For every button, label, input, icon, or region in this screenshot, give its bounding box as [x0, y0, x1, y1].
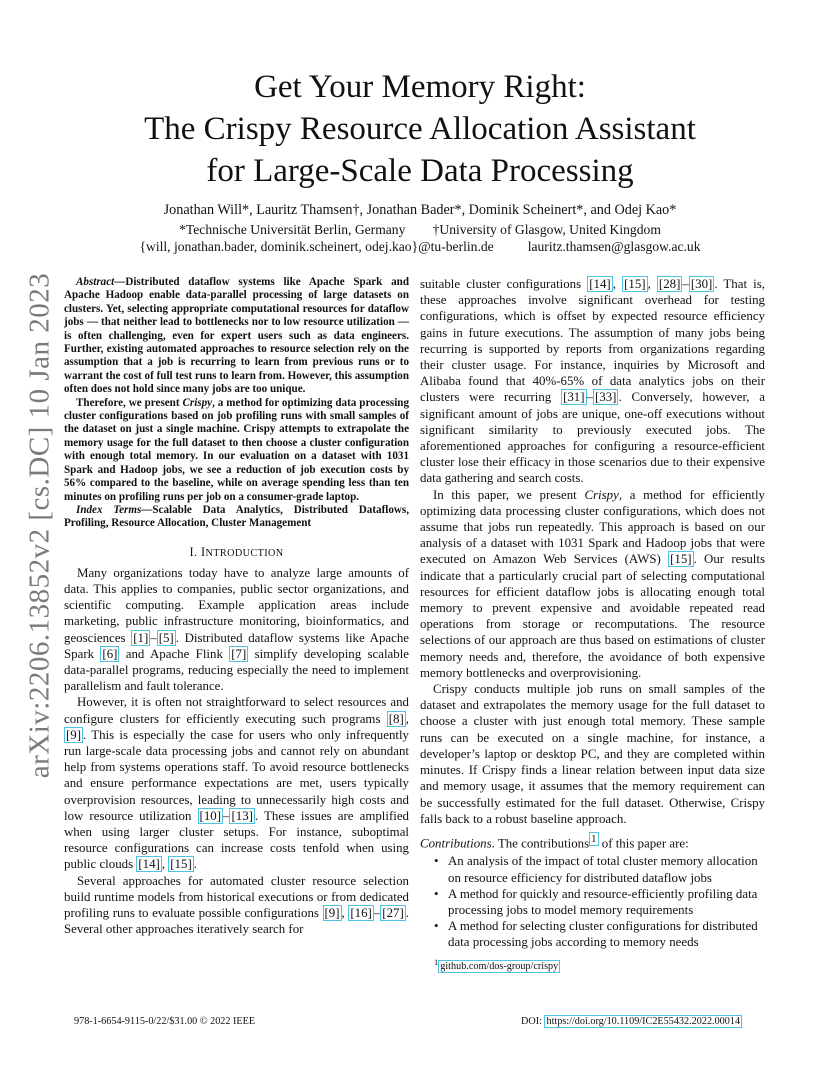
citation-link[interactable]: [6]	[102, 646, 118, 661]
list-item	[434, 886, 765, 918]
footnote-mark: 1	[434, 956, 439, 967]
author-affiliations: *Technische Universität Berlin, Germany †University of Glasgow, United Kingdom	[179, 221, 661, 237]
intro-paragraph-1	[64, 565, 409, 695]
citation-link[interactable]: [33]	[595, 390, 617, 405]
citation-link[interactable]: [1]	[133, 630, 149, 645]
contributions-intro	[420, 833, 765, 852]
contributions-label: Contributions	[420, 836, 492, 851]
intro-p1-text-d: simplify developing scalable data-parallel programs, reducing especially the need to implement parallelism and fault tolerance.	[64, 646, 409, 694]
citation-link[interactable]: [8]	[388, 711, 404, 726]
right-crispy: Crispy	[584, 487, 619, 502]
left-column	[64, 276, 409, 937]
title-line-2: The Crispy Resource Allocation Assistant	[144, 111, 696, 147]
bullet-icon: •	[434, 886, 439, 901]
citation-link[interactable]: [16]	[350, 905, 372, 920]
contributions-text-b: of this paper are:	[598, 836, 689, 851]
right-paragraph-3: Crispy conducts multiple job runs on small samples of the dataset and extrapolates the memory usage for the full dataset to choose a cluster with just enough total memory. These sample runs can be executed on a single machine, for instance, a developer’s laptop or desktop PC, and they are completed within minutes. If Crispy finds a linear relation between input data size and memory usage, it assumes that the memory requirement can be successfully estimated for the full dataset. Otherwise, Crispy falls back to a robust baseline approach.	[420, 682, 765, 826]
footnote-ref-link[interactable]: 1	[591, 832, 597, 845]
intro-p1-text-c: and Apache Flink	[119, 646, 230, 661]
abstract-paragraph-1	[64, 276, 409, 397]
right-p1-text-a: suitable cluster configurations	[420, 277, 588, 291]
abstract-crispy: Crispy	[182, 396, 213, 409]
list-item-text: A method for quickly and resource-efficiently profiling data processing jobs to model memory requirements	[448, 886, 758, 918]
bullet-icon: •	[434, 854, 439, 869]
email-glasgow: lauritz.thamsen@glasgow.ac.uk	[527, 239, 701, 254]
cite-dash: –	[682, 277, 689, 291]
citation-link[interactable]: [15]	[170, 857, 192, 872]
citation-link[interactable]: [15]	[624, 277, 646, 291]
intro-paragraph-2	[64, 694, 409, 872]
citation-link[interactable]: [14]	[589, 277, 611, 291]
intro-p1-text-a: Many organizations today have to analyze large amounts of data. This applies to companies, public sector organizations, and scientific computing. Example application areas include marketing, public infrastructure monitoring, bioinformatics, and geosciences	[64, 565, 409, 645]
citation-link[interactable]: [27]	[382, 905, 404, 920]
abstract-label: Abstract	[76, 276, 115, 288]
intro-p3-text-a: Several approaches for automated cluster resource selection build runtime models from historical executions or from dedicated profiling runs to evaluate possible configurations	[64, 873, 409, 920]
arxiv-identifier-text: arXiv:2206.13852v2 [cs.DC] 10 Jan 2023	[23, 272, 56, 778]
author-names: Jonathan Will*, Lauritz Thamsen†, Jonathan Bader*, Dominik Scheinert*, and Odej Kao*	[163, 202, 677, 218]
doi-link[interactable]: https://doi.org/10.1109/IC2E55432.2022.00014	[546, 1016, 741, 1027]
citation-link[interactable]: [7]	[231, 646, 247, 661]
abstract-text-2b: , a method for optimizing data processing cluster configurations based on job profiling runs with small samples of the dataset on just a single machine. Crispy attempts to extrapolate the memory usage for the full dataset to then choose a cluster configuration with enough total memory. In our evaluation on a dataset with 1031 Spark and Hadoop jobs, we see a reduction of job execution costs by 56% compared to the baseline, while on average spending less than ten minutes on profiling runs per job on a consumer-grade laptop.	[64, 396, 410, 503]
cite-dash: –	[373, 905, 381, 920]
cite-separator: ,	[341, 905, 349, 920]
index-terms-label: Index Terms	[76, 503, 142, 516]
citation-link[interactable]: [9]	[324, 905, 340, 920]
section-rest: NTRODUCTION	[205, 547, 284, 559]
list-item-text: An analysis of the impact of total cluster memory allocation on resource efficiency for distributed dataflow jobs	[448, 854, 758, 885]
intro-p1-text-b: . Distributed dataflow systems like Apache Spark	[64, 630, 410, 661]
footnote-link[interactable]: github.com/dos-group/crispy	[440, 961, 559, 973]
citation-link[interactable]: [15]	[670, 552, 692, 567]
section-numeral: I.	[189, 544, 201, 559]
right-p2-text-b: , a method for efficiently optimizing data processing cluster configurations, which does not assume that jobs run repeatedly. This approach is based on our analysis of a dataset with 1031 Spark and Hadoop jobs that were executed on Amazon Web Services (AWS)	[420, 487, 765, 567]
bullet-icon: •	[434, 919, 439, 934]
right-paragraph-1	[420, 276, 765, 487]
intro-paragraph-3	[64, 873, 409, 938]
sentence-end: .	[193, 857, 197, 872]
title-line-1: Get Your Memory Right:	[254, 69, 586, 105]
list-item	[434, 853, 765, 885]
paper-title	[80, 66, 760, 192]
right-p2-text-c: . Our results indicate that a particularly crucial part of selecting computational resources for efficient dataflow jobs is allocating enough total memory to prevent expensive and avoidable repeated read operations from storage or recomputations. The resource selections of our approach are thus based on estimations of cluster memory needs and, therefore, the avoidance of both expensive memory bottlenecks and overprovisioning.	[420, 552, 765, 680]
contributions-list	[420, 853, 765, 950]
email-tu-berlin: {will, jonathan.bader, dominik.scheinert, odej.kao}@tu-berlin.de	[139, 239, 494, 254]
cite-dash: –	[150, 630, 157, 645]
cite-separator: ,	[647, 277, 657, 291]
index-terms	[64, 504, 409, 531]
section-heading-introduction	[64, 545, 409, 560]
abstract-text-2a: Therefore, we present	[76, 396, 183, 409]
intro-p2-text-b: . This is especially the case for users who only infrequently run large-scale data processing jobs and cannot rely on abundant help from systems operations staff. To avoid resource bottlenecks and ensure performance expectations are met, users typically overprovision resources, leading to unnecessarily high costs and low resource utilization	[64, 727, 409, 823]
right-paragraph-2	[420, 487, 765, 681]
intro-p2-text-c: . These issues are amplified when using larger cluster setups. For instance, suboptimal resource configurations can increase costs tenfold when using public clouds	[64, 808, 409, 872]
citation-link[interactable]: [9]	[66, 727, 82, 742]
citation-link[interactable]: [13]	[231, 808, 253, 823]
intro-p3-text-b: . Several other approaches iteratively search for	[64, 905, 409, 937]
citation-link[interactable]: [28]	[658, 277, 681, 291]
right-p1-text-b: . That is, these approaches involve significant overhead for testing configurations, which is offset by expected resource efficiency gains in future executions. The assumption of many jobs being recurring is supported by reports from organizations regarding their cluster usage. For instance, inquiries by Microsoft and Alibaba found that 40%-65% of data analytics jobs on their clusters were recurring	[420, 277, 765, 405]
citation-link[interactable]: [31]	[563, 390, 585, 405]
cite-separator: ,	[405, 711, 409, 726]
right-column	[420, 276, 765, 973]
section-initial: I	[201, 544, 206, 559]
title-line-3: for Large-Scale Data Processing	[206, 153, 634, 189]
cite-dash: –	[223, 808, 230, 823]
footer-copyright: 978-1-6654-9115-0/22/$31.00 © 2022 IEEE	[74, 1016, 256, 1027]
citation-link[interactable]: [14]	[138, 857, 160, 872]
abstract-text-1: —Distributed dataflow systems like Apache Spark and Apache Hadoop enable data-parallel processing of large datasets on clusters. Yet, selecting appropriate computational resources for dataflow jobs — that neither lead to bottlenecks nor to low resource utilization — is often challenging, even for expert users such as data engineers. Further, existing automated approaches to resource selection rely on the assumption that a job is recurring to learn from previous runs or to warrant the cost of full test runs to learn from. However, this assumption often does not hold since many jobs are too unique.	[64, 276, 409, 396]
author-emails	[80, 238, 760, 256]
footnote	[420, 956, 765, 973]
arxiv-identifier	[16, 272, 64, 778]
intro-p2-text-a: However, it is often not straightforward to select resources and configure clusters for efficiently executing such programs	[64, 695, 409, 726]
doi-label: DOI:	[521, 1016, 545, 1027]
citation-link[interactable]: [30]	[690, 277, 713, 291]
right-p1-text-c: . Conversely, however, a significant amount of jobs are unique, one-off executions without significant similarity to previously executed jobs. The aforementioned approaches for configuring a resource-efficient cluster lose their efficacy in those scenarios due to their expensive data gathering and search costs.	[420, 390, 766, 486]
index-terms-text: —Scalable Data Analytics, Distributed Dataflows, Profiling, Resource Allocation, Cluster Management	[64, 503, 409, 530]
cite-dash: –	[586, 390, 593, 405]
list-item-text: A method for selecting cluster configurations for distributed data processing jobs according to memory needs	[448, 919, 758, 950]
cite-separator: ,	[612, 277, 623, 291]
author-block	[80, 202, 760, 256]
cite-separator: ,	[161, 857, 169, 872]
contributions-text-a: . The contributions	[491, 836, 590, 851]
citation-link[interactable]: [5]	[158, 630, 174, 645]
abstract-paragraph-2	[64, 397, 409, 504]
citation-link[interactable]: [10]	[199, 808, 222, 823]
right-p2-text-a: In this paper, we present	[433, 487, 585, 502]
list-item	[434, 918, 765, 950]
footer-doi	[521, 1016, 742, 1027]
